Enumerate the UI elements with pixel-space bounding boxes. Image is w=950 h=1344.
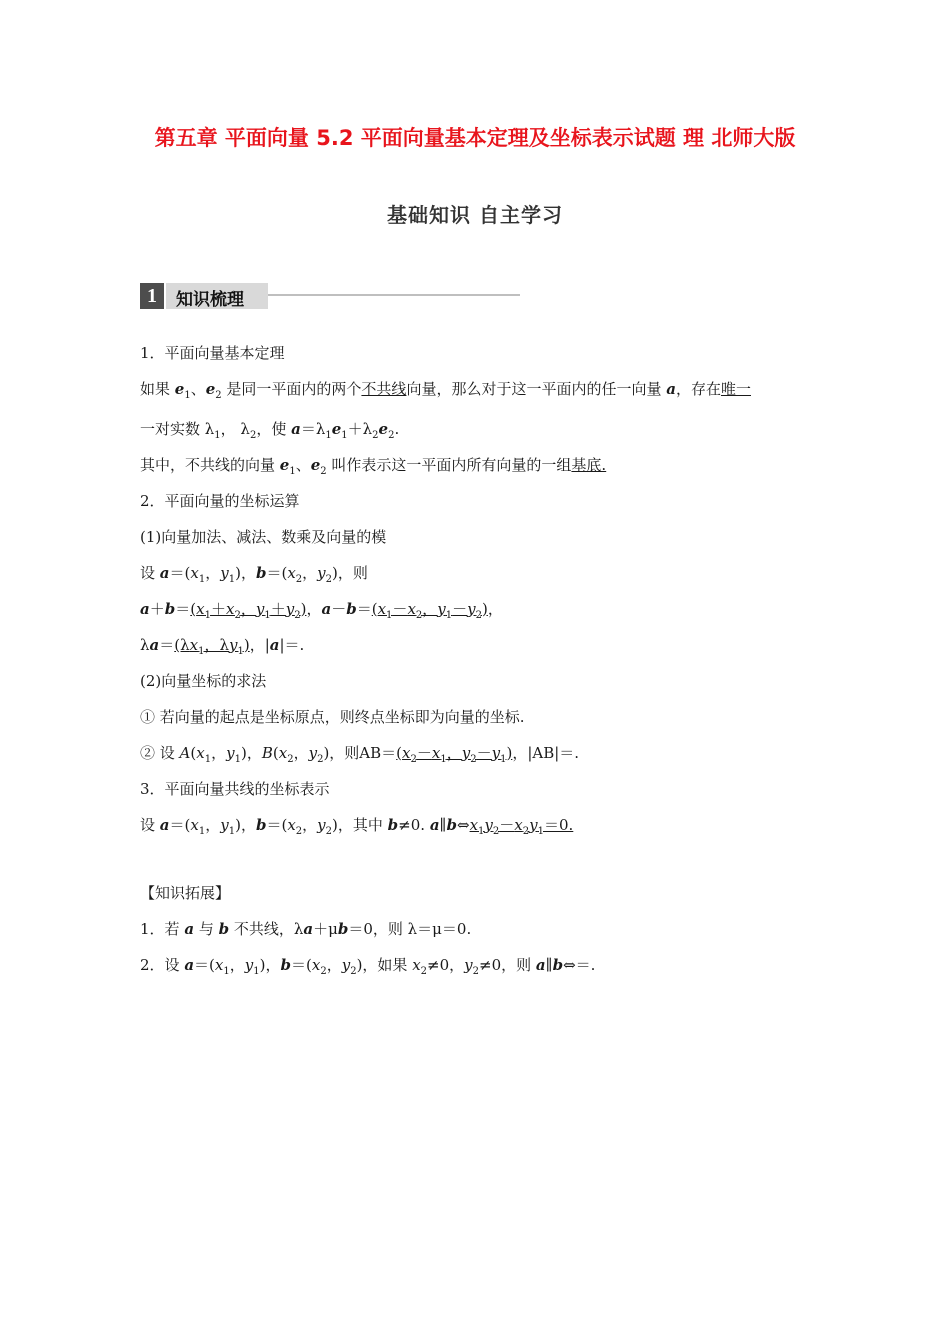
- text-line: $\lambda a=(\lambda x_1$，$\lambda y_1$)，|a|＝.: [140, 636, 305, 657]
- text-line: 1．若 a 与 b 不共线，λa＋μb＝0，则 λ＝μ＝0.: [140, 920, 472, 938]
- text-line: 设 $a=(x_1$，$y_1$)，$b=(x_2$，$y_2$)，则: [140, 564, 368, 585]
- text-line: ② 设 $A(x_1$，$y_1$)，$B(x_2$，$y_2$)，则$AB=(x_2-x_1$，$y_2-y_1$)，|AB|＝.: [140, 744, 580, 765]
- text-line: 设 $a=(x_1$，$y_1$)，$b=(x_2$，$y_2$)，其中 b≠0. $a\parallel b\Leftrightarrow x_1y_2-x_2y_1=0$.: [140, 816, 574, 837]
- text-line: ① 若向量的起点是坐标原点，则终点坐标即为向量的坐标.: [140, 708, 525, 726]
- document-title: 第五章 平面向量 5.2 平面向量基本定理及坐标表示试题 理 北师大版: [154, 126, 796, 150]
- section-number-badge: 1: [140, 283, 164, 309]
- subheading-coordinate-method: (2)向量坐标的求法: [140, 672, 267, 690]
- text-line: 如果 $e_1$、$e_2$ 是同一平面内的两个不共线向量，那么对于这一平面内的任一向量 a，存在唯一: [140, 380, 751, 401]
- section-subtitle: 基础知识 自主学习: [387, 203, 563, 227]
- text-line: 其中，不共线的向量 $e_1$、$e_2$ 叫作表示这一平面内所有向量的一组基底.: [140, 456, 607, 477]
- heading-basic-theorem: 1．平面向量基本定理: [140, 344, 285, 362]
- heading-extension: 【知识拓展】: [140, 884, 231, 902]
- section-header: [140, 283, 530, 309]
- subheading-vector-ops: (1)向量加法、减法、数乘及向量的模: [140, 528, 387, 546]
- section-divider: [268, 294, 520, 296]
- section-label: 知识梳理: [176, 290, 244, 310]
- heading-coordinate-operations: 2．平面向量的坐标运算: [140, 492, 300, 510]
- text-line: 一对实数 $\lambda_1$， $\lambda_2$，使 $a=\lambda_1e_1+\lambda_2e_2$.: [140, 420, 400, 441]
- text-line: $a+b=(x_1+x_2$，$y_1+y_2$)，$a-b=(x_1-x_2$，$y_1-y_2$)，: [140, 600, 503, 621]
- text-line: 2．设 $a=(x_1$，$y_1$)，$b=(x_2$，$y_2$)，如果 $x_2\ne 0$，$y_2\ne 0$，则 a∥b⇔＝.: [140, 956, 596, 977]
- heading-collinear: 3．平面向量共线的坐标表示: [140, 780, 330, 798]
